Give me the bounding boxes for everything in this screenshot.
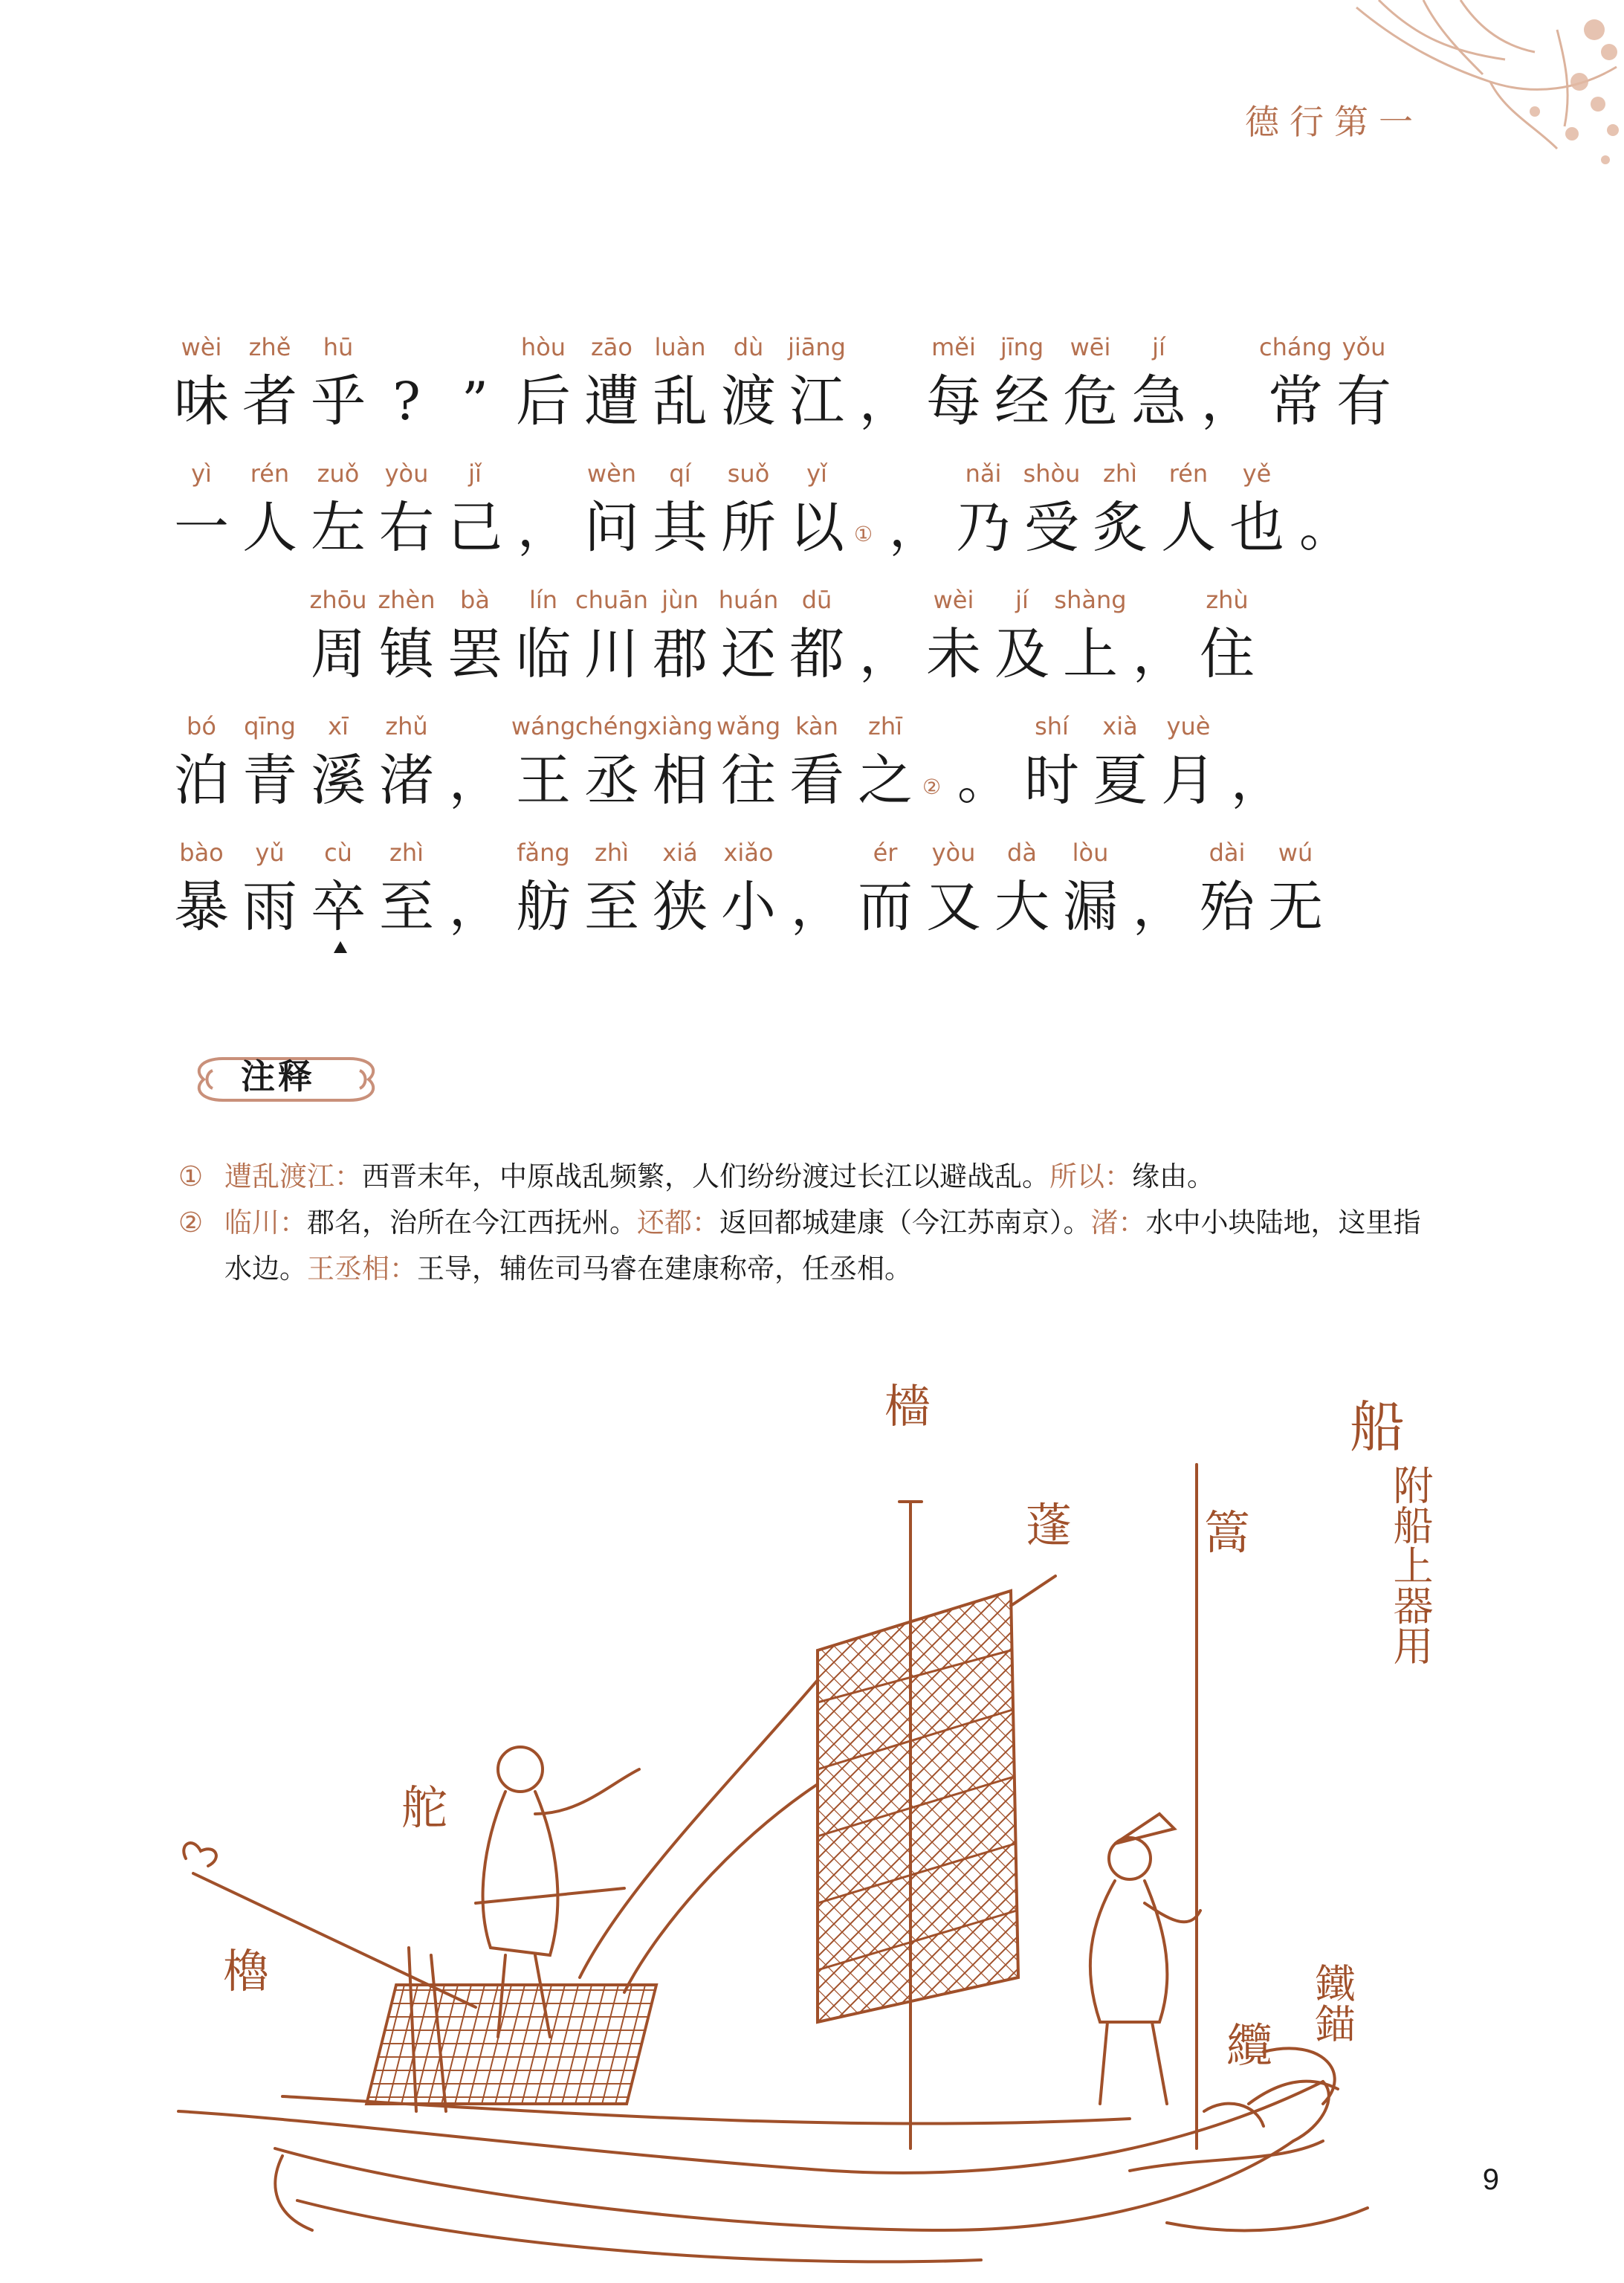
pinyin: wèi (933, 586, 974, 614)
punctuation (441, 833, 509, 941)
pinyin: qí (669, 459, 691, 488)
hanzi: 住 (1200, 622, 1255, 686)
pinyin: jí (1152, 333, 1165, 361)
punctuation (949, 706, 1018, 815)
note-number: ② (178, 1207, 204, 1239)
caption-anchor: 鐵錨 (1309, 1963, 1356, 2043)
notes-heading-label: 注释 (241, 1056, 315, 1097)
character-unit (372, 706, 441, 815)
hanzi: 漏 (1063, 875, 1118, 939)
hanzi: 常 (1268, 369, 1323, 433)
hanzi: 泊 (174, 749, 229, 813)
pinyin: kàn (795, 712, 838, 740)
hanzi: 及 (994, 622, 1049, 686)
pinyin: lòu (1072, 839, 1109, 867)
note-text: 缘由。 (1132, 1160, 1214, 1192)
character-unit (1056, 580, 1125, 688)
pinyin: yǐ (806, 459, 827, 488)
hanzi: ， (1231, 750, 1283, 811)
pinyin: chéng (575, 712, 649, 740)
character-unit (236, 706, 304, 815)
hanzi: 后 (516, 369, 571, 433)
hanzi: 所 (721, 496, 776, 560)
caption-title: 船 (1341, 1398, 1405, 1453)
pinyin: bà (460, 586, 490, 614)
hanzi: 看 (789, 749, 844, 813)
hanzi: 丞 (584, 749, 639, 813)
emphasis-triangle-icon (334, 941, 347, 953)
pinyin: bó (187, 712, 216, 740)
character-unit (1223, 453, 1291, 562)
pinyin: zhì (1103, 459, 1137, 488)
character-unit (509, 706, 578, 815)
hanzi: 人 (1161, 496, 1216, 560)
hanzi: 左 (311, 496, 366, 560)
character-unit (1154, 706, 1223, 815)
hanzi: 王 (516, 749, 571, 813)
floral-corner-decoration (1312, 0, 1624, 171)
character-unit (1056, 327, 1125, 436)
hanzi: 都 (789, 622, 844, 686)
hanzi: 小 (721, 875, 776, 939)
character-unit (167, 706, 236, 815)
text-line (167, 453, 1416, 580)
text-line (167, 580, 1416, 706)
note-text: 郡名，治所在今江西抚州。 (307, 1207, 637, 1239)
hanzi: ” (462, 371, 488, 432)
character-unit (783, 706, 851, 815)
hanzi: 临 (516, 622, 571, 686)
pinyin: yòu (931, 839, 976, 867)
character-unit (646, 453, 714, 562)
character-unit (1018, 453, 1086, 562)
hanzi: 炙 (1093, 496, 1148, 560)
pinyin: xià (1102, 712, 1138, 740)
punctuation (851, 580, 919, 688)
caption-pole: 篙 (1204, 1505, 1251, 1560)
hanzi: 川 (584, 622, 639, 686)
character-unit (714, 453, 783, 562)
hanzi: 之 (858, 749, 913, 813)
character-unit (578, 327, 646, 436)
pinyin: dài (1209, 839, 1246, 867)
note-text: 返回都城建康（今江苏南京）。 (719, 1207, 1091, 1239)
hanzi: 青 (242, 749, 297, 813)
pinyin: zhě (248, 333, 291, 361)
character-unit (1086, 453, 1154, 562)
character-unit (441, 580, 509, 688)
punctuation (441, 327, 509, 436)
hanzi: 经 (994, 369, 1049, 433)
hanzi: ， (1201, 371, 1253, 432)
hanzi: ， (449, 750, 501, 811)
character-unit (372, 580, 441, 688)
pinyin: yě (1242, 459, 1272, 488)
character-unit (304, 833, 372, 941)
pinyin: wèn (586, 459, 637, 488)
character-unit (714, 833, 783, 941)
character-unit (646, 580, 714, 688)
pinyin: zhì (595, 839, 629, 867)
pinyin: dà (1007, 839, 1037, 867)
pinyin: wú (1278, 839, 1313, 867)
note-term: 临川： (224, 1207, 307, 1239)
pinyin: xiàng (647, 712, 714, 740)
pinyin: jǐ (468, 459, 482, 488)
note-item (178, 1154, 1427, 1200)
hanzi: 至 (379, 875, 434, 939)
character-unit (1261, 833, 1330, 941)
notes-heading (178, 1048, 394, 1111)
character-unit (919, 833, 988, 941)
hanzi: 味 (174, 369, 229, 433)
pinyin: lín (528, 586, 558, 614)
pinyin: fǎng (517, 839, 570, 867)
hanzi: 狭 (653, 875, 708, 939)
hanzi: 月 (1161, 749, 1216, 813)
pinyin: rén (250, 459, 290, 488)
hanzi: ， (1133, 876, 1185, 937)
pinyin: zhèn (378, 586, 436, 614)
caption-oar: 櫓 (223, 1944, 270, 1998)
hanzi: 右 (379, 496, 434, 560)
hanzi: 殆 (1200, 875, 1255, 939)
pinyin: dū (801, 586, 832, 614)
character-unit (1193, 580, 1261, 688)
hanzi: 上 (1063, 622, 1118, 686)
footnote-number: ① (854, 522, 873, 546)
character-unit (714, 580, 783, 688)
pinyin: zhī (868, 712, 902, 740)
hanzi: 雨 (242, 875, 297, 939)
character-unit (509, 327, 578, 436)
hanzi: 人 (242, 496, 297, 560)
pinyin: wǎng (716, 712, 781, 740)
pinyin: nǎi (965, 459, 1002, 488)
hanzi: 问 (584, 496, 639, 560)
hanzi: 也 (1229, 496, 1284, 560)
pinyin: jí (1015, 586, 1029, 614)
hanzi: 遭 (584, 369, 639, 433)
character-unit (949, 453, 1018, 562)
character-unit (714, 706, 783, 815)
pinyin: yì (191, 459, 212, 488)
hanzi: 渚 (379, 749, 434, 813)
hanzi: 渡 (721, 369, 776, 433)
character-unit (988, 833, 1056, 941)
character-unit (441, 453, 509, 562)
character-unit (1154, 453, 1223, 562)
character-unit (372, 453, 441, 562)
caption-mast: 檣 (884, 1379, 931, 1433)
pinyin: yǔ (255, 839, 285, 867)
text-line (167, 327, 1416, 453)
pinyin: cù (324, 839, 352, 867)
note-text: 王导，辅佐司马睿在建康称帝，任丞相。 (417, 1253, 912, 1285)
character-unit (509, 833, 578, 941)
hanzi: ， (889, 497, 941, 558)
pinyin: hòu (520, 333, 566, 361)
punctuation (1125, 833, 1193, 941)
hanzi: 相 (653, 749, 708, 813)
pinyin: zāo (591, 333, 633, 361)
pinyin: suǒ (727, 459, 770, 488)
character-unit (509, 580, 578, 688)
character-unit (646, 833, 714, 941)
hanzi: 至 (584, 875, 639, 939)
character-unit (1258, 327, 1333, 436)
hanzi: 周 (311, 622, 366, 686)
character-unit (1193, 833, 1261, 941)
pinyin: zhōu (309, 586, 367, 614)
boat-drawing (164, 1368, 1472, 2275)
hanzi: 郡 (653, 622, 708, 686)
hanzi: 有 (1336, 369, 1391, 433)
caption-cable: 纜 (1226, 2018, 1273, 2073)
punctuation (372, 327, 441, 436)
hanzi: 以 (789, 496, 844, 560)
character-unit (167, 327, 236, 436)
footnote-number: ② (922, 775, 942, 799)
pinyin: qīng (244, 712, 296, 740)
note-term: 遭乱渡江： (224, 1160, 362, 1192)
note-term: 渚： (1090, 1207, 1146, 1239)
note-term: 王丞相： (307, 1253, 417, 1285)
character-unit (167, 833, 236, 941)
note-text: 水中小块陆地，这里指水边。 (224, 1207, 1421, 1285)
hanzi: 其 (653, 496, 708, 560)
hanzi: 还 (721, 622, 776, 686)
hanzi: 每 (926, 369, 981, 433)
character-unit (304, 327, 372, 436)
character-unit (304, 706, 372, 815)
hanzi: 一 (174, 496, 229, 560)
hanzi: 己 (447, 496, 502, 560)
hanzi: ， (449, 876, 501, 937)
pinyin: ér (873, 839, 898, 867)
hanzi: ， (791, 876, 843, 937)
pinyin: zhì (389, 839, 424, 867)
punctuation (1193, 327, 1261, 436)
pinyin: wèi (181, 333, 222, 361)
character-unit (714, 327, 783, 436)
character-unit (783, 580, 851, 688)
hanzi: 乃 (956, 496, 1011, 560)
pinyin: shí (1035, 712, 1069, 740)
hanzi: 江 (789, 369, 844, 433)
hanzi: 乎 (311, 369, 366, 433)
hanzi: 未 (926, 622, 981, 686)
character-unit (919, 580, 988, 688)
pinyin: shòu (1023, 459, 1081, 488)
pinyin: hū (323, 333, 354, 361)
caption-rudder: 舵 (401, 1780, 448, 1835)
character-unit (304, 453, 372, 562)
character-unit (851, 833, 919, 941)
main-text (167, 327, 1416, 959)
pinyin: chuān (575, 586, 649, 614)
hanzi: 危 (1063, 369, 1118, 433)
pinyin: xiá (662, 839, 698, 867)
character-unit (578, 453, 646, 562)
pinyin: yuè (1166, 712, 1211, 740)
hanzi: 。 (957, 750, 1009, 811)
character-unit (851, 706, 919, 815)
pinyin: huán (718, 586, 779, 614)
character-unit (1330, 327, 1398, 436)
pinyin: wēi (1070, 333, 1111, 361)
pinyin: bào (179, 839, 224, 867)
hanzi: 卒 (311, 875, 366, 939)
note-number: ① (178, 1160, 204, 1192)
pinyin: dù (733, 333, 764, 361)
pinyin: zhù (1206, 586, 1249, 614)
character-unit (1018, 706, 1086, 815)
pinyin: wáng (511, 712, 576, 740)
character-unit (372, 833, 441, 941)
punctuation (1223, 706, 1291, 815)
hanzi: 乱 (653, 369, 708, 433)
hanzi: 受 (1024, 496, 1079, 560)
character-unit (304, 580, 372, 688)
punctuation (851, 327, 919, 436)
pinyin: xiǎo (723, 839, 774, 867)
pinyin: měi (931, 333, 976, 361)
boat-illustration (164, 1368, 1472, 2275)
pinyin: rén (1168, 459, 1209, 488)
page-number: 9 (1482, 2163, 1499, 2196)
character-unit (575, 580, 649, 688)
punctuation (881, 453, 949, 562)
hanzi: ， (859, 371, 911, 432)
notes-list (178, 1154, 1427, 1292)
punctuation (1291, 453, 1359, 562)
pinyin: jùn (661, 586, 699, 614)
hanzi: ， (1133, 624, 1185, 685)
pinyin: jiāng (788, 333, 846, 361)
hanzi: 夏 (1093, 749, 1148, 813)
hanzi: ， (517, 497, 569, 558)
character-unit (236, 833, 304, 941)
character-unit (1056, 833, 1125, 941)
text-line (167, 706, 1416, 833)
hanzi: 者 (242, 369, 297, 433)
hanzi: 舫 (516, 875, 571, 939)
character-unit (988, 327, 1056, 436)
hanzi: ? (392, 371, 421, 432)
hanzi: 时 (1024, 749, 1079, 813)
character-unit (236, 327, 304, 436)
pinyin: yǒu (1342, 333, 1386, 361)
note-term: 所以： (1049, 1160, 1132, 1192)
character-unit (1125, 327, 1193, 436)
hanzi: ， (859, 624, 911, 685)
character-unit (646, 706, 714, 815)
hanzi: 往 (721, 749, 776, 813)
character-unit (783, 453, 851, 562)
pinyin: zhǔ (385, 712, 428, 740)
pinyin: xī (328, 712, 349, 740)
character-unit (988, 580, 1056, 688)
pinyin: luàn (654, 333, 706, 361)
pinyin: shàng (1054, 586, 1127, 614)
character-unit (578, 833, 646, 941)
caption-subtitle: 附船上器用 (1387, 1465, 1434, 1665)
punctuation (509, 453, 578, 562)
character-unit (167, 453, 236, 562)
hanzi: 镇 (379, 622, 434, 686)
note-text: 西晋末年，中原战乱频繁，人们纷纷渡过长江以避战乱。 (362, 1160, 1049, 1192)
hanzi: 暴 (174, 875, 229, 939)
character-unit (1086, 706, 1154, 815)
hanzi: 溪 (311, 749, 366, 813)
character-unit (646, 327, 714, 436)
character-unit (783, 327, 851, 436)
punctuation (441, 706, 509, 815)
hanzi: 罢 (447, 622, 502, 686)
text-line (167, 833, 1416, 959)
punctuation (783, 833, 851, 941)
hanzi: 又 (926, 875, 981, 939)
pinyin: zuǒ (317, 459, 360, 488)
character-unit (919, 327, 988, 436)
hanzi: 。 (1299, 497, 1351, 558)
hanzi: 而 (858, 875, 913, 939)
caption-sail: 蓬 (1026, 1498, 1073, 1552)
pinyin: yòu (384, 459, 429, 488)
character-unit (575, 706, 649, 815)
hanzi: 大 (994, 875, 1049, 939)
note-item (178, 1200, 1427, 1292)
hanzi: 急 (1131, 369, 1186, 433)
note-term: 还都： (637, 1207, 719, 1239)
hanzi: 无 (1268, 875, 1323, 939)
pinyin: jīng (1000, 333, 1044, 361)
character-unit (236, 453, 304, 562)
pinyin: cháng (1258, 333, 1333, 361)
section-title: 德行第一 (1245, 102, 1423, 142)
punctuation (1125, 580, 1193, 688)
